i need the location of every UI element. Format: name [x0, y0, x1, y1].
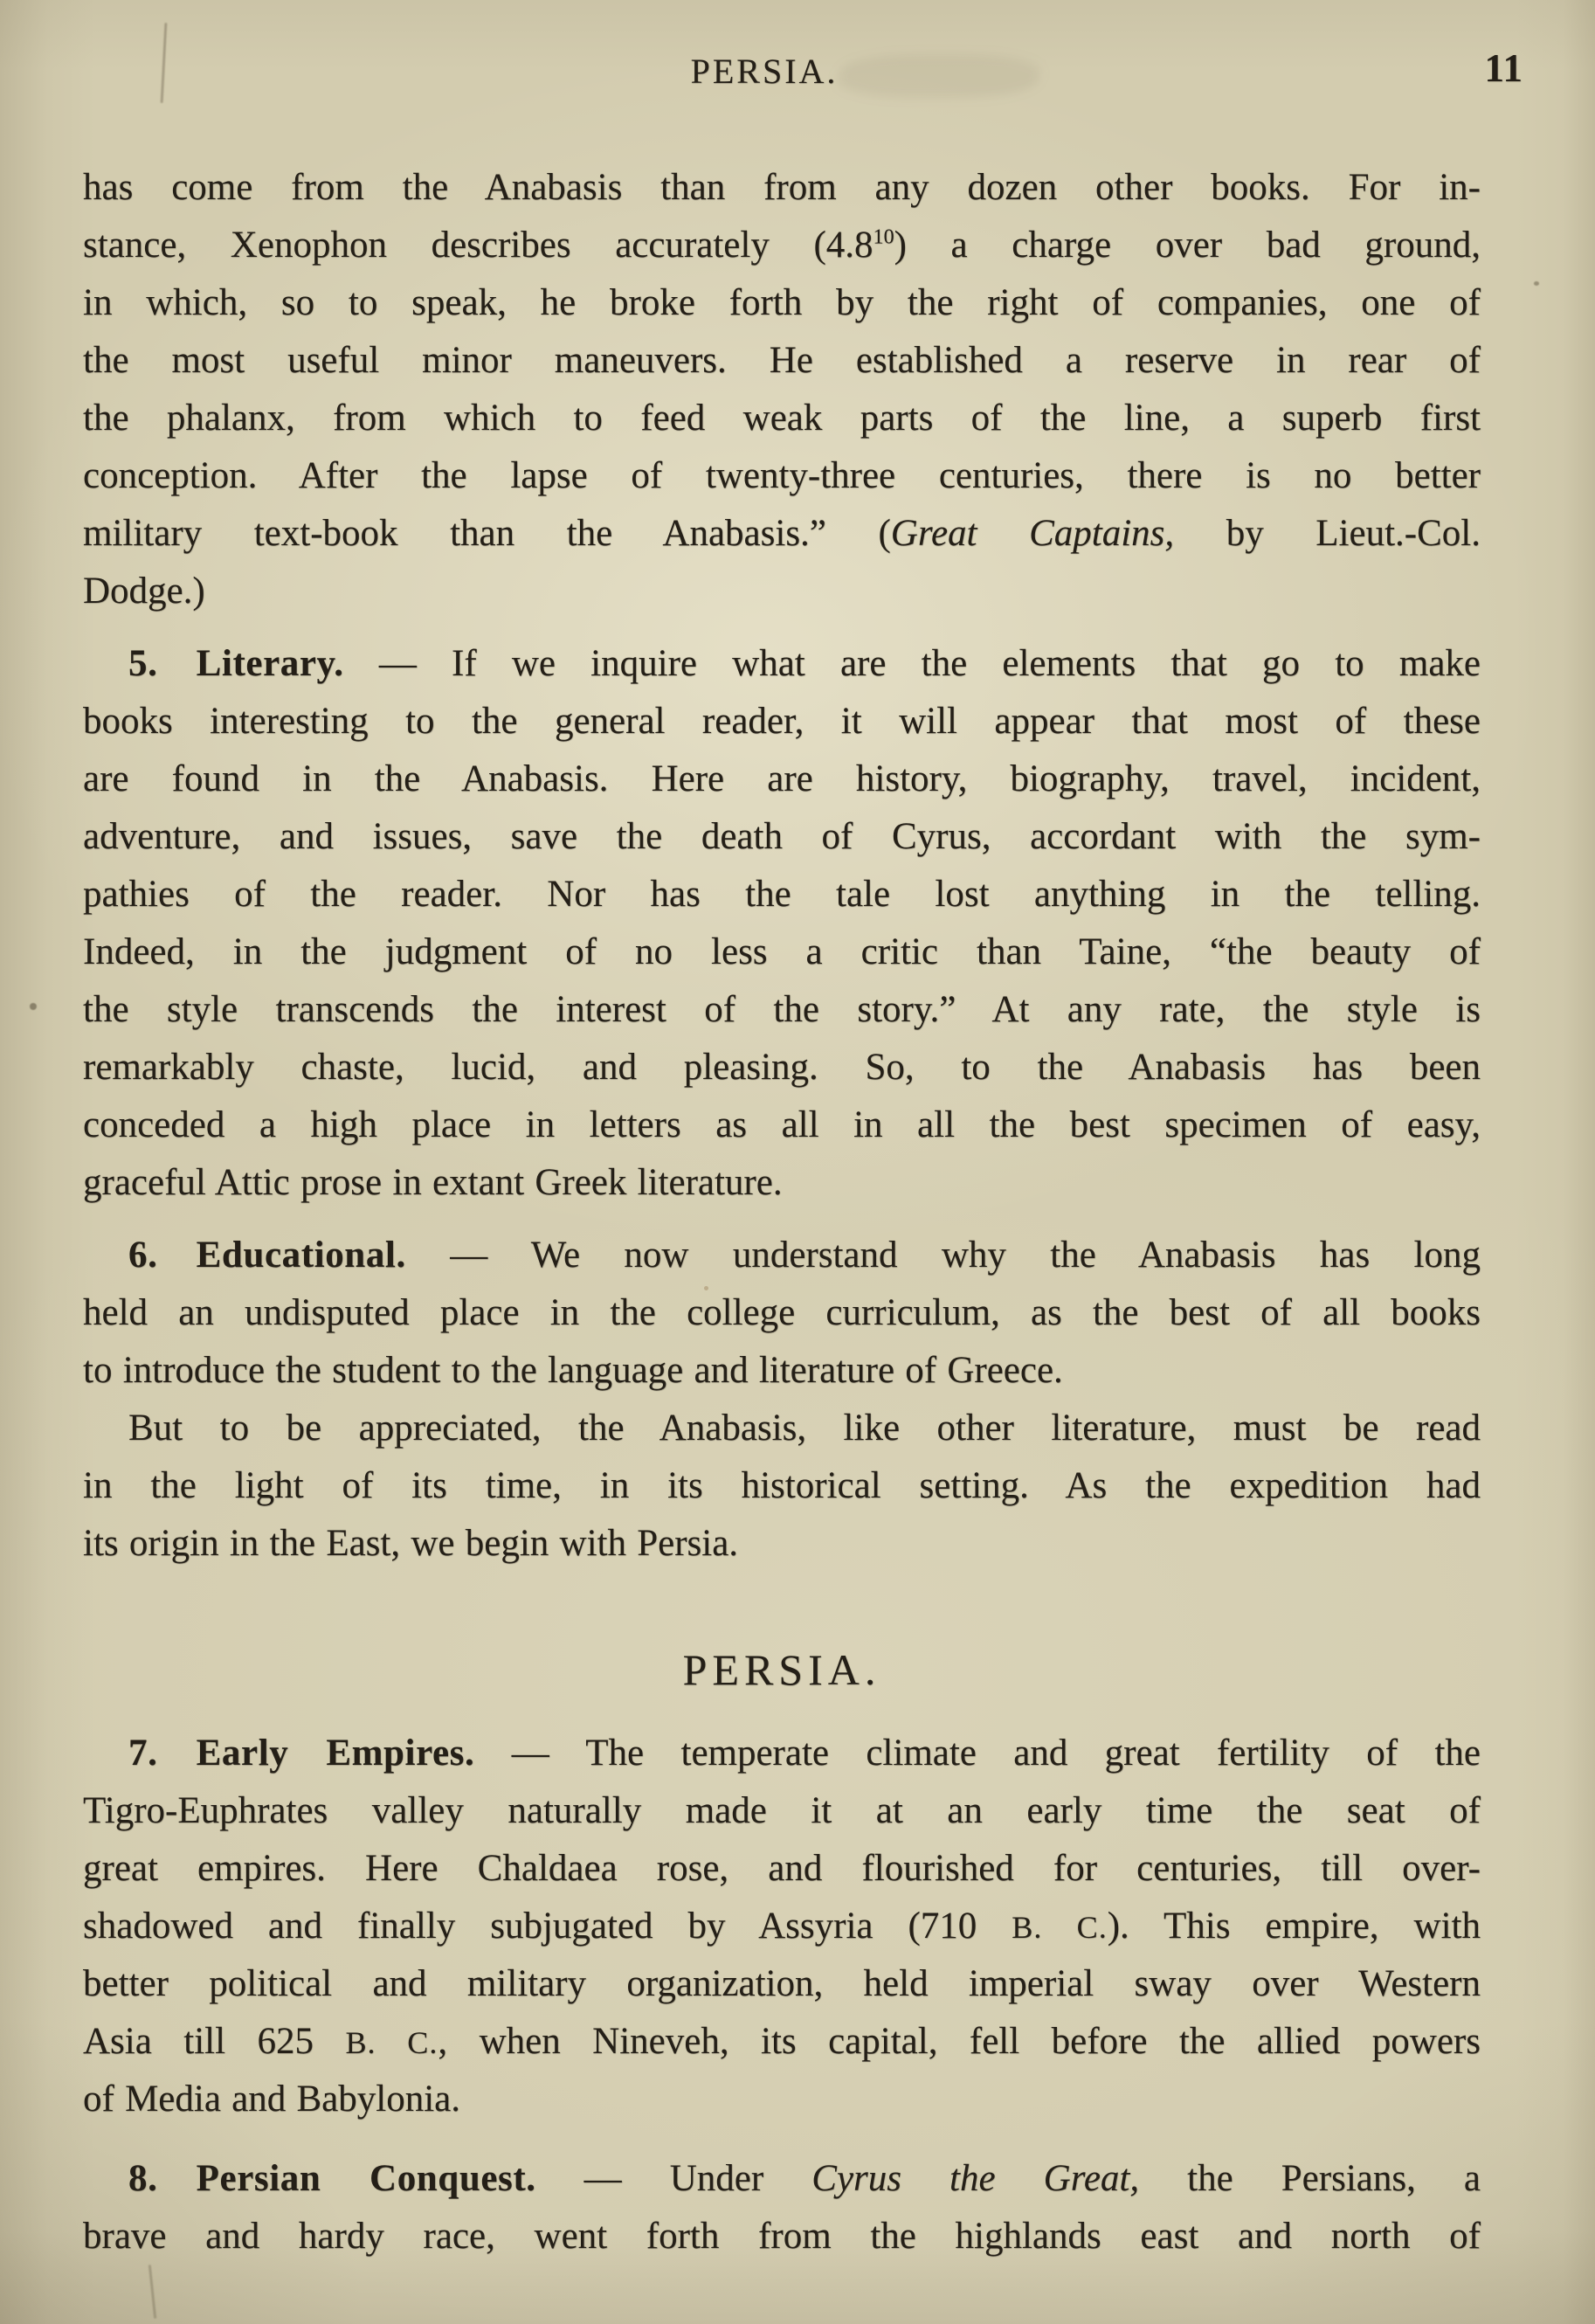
text-line: But to be appreciated, the Anabasis, like other literature, must be read	[128, 1408, 1481, 1449]
page-number: 11	[1484, 46, 1523, 90]
text-line: of Media and Babylonia.	[83, 2078, 461, 2120]
text-line: brave and hardy race, went forth from the highlands east and north of	[83, 2216, 1481, 2257]
text-line: graceful Attic prose in extant Greek literature.	[83, 1162, 783, 1203]
text-line: in the light of its time, in its historical setting. As the expedition had	[83, 1465, 1481, 1506]
text-line: Indeed, in the judgment of no less a critic than Taine, “the beauty of	[83, 931, 1481, 972]
paragraph-anabasis-continuation	[83, 159, 1481, 620]
text-line: stance, Xenophon describes accurately $(4.8^{10})$ a charge over bad ground,	[83, 225, 1481, 266]
text-line: conception. After the lapse of twenty-three centuries, there is no better	[83, 455, 1481, 496]
scratch-mark	[148, 2265, 156, 2319]
text-line: adventure, and issues, save the death of Cyrus, accordant with the sym-	[83, 816, 1481, 857]
text-line: military text-book than the Anabasis.” (Great Captains, by Lieut.-Col.	[83, 513, 1481, 554]
text-line: 6. Educational. — We now understand why the Anabasis has long	[128, 1235, 1481, 1276]
text-line: remarkably chaste, lucid, and pleasing. So, to the Anabasis has been	[83, 1047, 1481, 1088]
text-line: 5. Literary. — If we inquire what are the elements that go to make	[128, 643, 1481, 684]
text-line: to introduce the student to the language and literature of Greece.	[83, 1350, 1063, 1391]
text-line: better political and military organization, held imperial sway over Western	[83, 1963, 1481, 2004]
text-line: are found in the Anabasis. Here are history, biography, travel, incident,	[83, 758, 1481, 799]
text-line: the phalanx, from which to feed weak parts of the line, a superb first	[83, 398, 1481, 439]
text-line: in which, so to speak, he broke forth by the right of companies, one of	[83, 282, 1481, 323]
text-line: Tigro-Euphrates valley naturally made it at an early time the seat of	[83, 1790, 1481, 1831]
text-block	[83, 159, 1481, 2265]
text-line: held an undisputed place in the college curriculum, as the best of all books	[83, 1292, 1481, 1333]
text-line: 7. Early Empires. — The temperate climate and great fertility of the	[128, 1733, 1481, 1774]
paragraph-5-literary	[83, 635, 1481, 1212]
text-line: great empires. Here Chaldaea rose, and flourished for centuries, till over-	[83, 1848, 1481, 1889]
ink-speck	[704, 1286, 708, 1290]
text-line: Dodge.)	[83, 571, 205, 612]
text-line: pathies of the reader. Nor has the tale lost anything in the telling.	[83, 874, 1481, 915]
paragraph-7-early-empires	[83, 1725, 1481, 2128]
paragraph-6-educational	[83, 1227, 1481, 1573]
text-line: the most useful minor maneuvers. He established a reserve in rear of	[83, 340, 1481, 381]
section-heading-persia: PERSIA.	[682, 1645, 881, 1694]
text-line: Asia till 625 B. C., when Nineveh, its capital, fell before the allied powers	[83, 2021, 1481, 2062]
text-line: 8. Persian Conquest. — Under Cyrus the Great, the Persians, a	[128, 2158, 1481, 2199]
paragraph-8-persian-conquest	[83, 2150, 1481, 2265]
text-line: has come from the Anabasis than from any dozen other books. For in-	[83, 167, 1481, 208]
text-line: the style transcends the interest of the story.” At any rate, the style is	[83, 989, 1481, 1030]
text-line: its origin in the East, we begin with Persia.	[83, 1523, 739, 1564]
ink-speck	[1534, 281, 1539, 286]
running-header-title: PERSIA.	[690, 52, 839, 91]
ink-speck	[30, 1003, 37, 1010]
text-line: books interesting to the general reader, it will appear that most of these	[83, 701, 1481, 742]
text-line: conceded a high place in letters as all in all the best specimen of easy,	[83, 1104, 1481, 1145]
text-line: shadowed and finally subjugated by Assyria (710 B. C.). This empire, with	[83, 1906, 1481, 1947]
